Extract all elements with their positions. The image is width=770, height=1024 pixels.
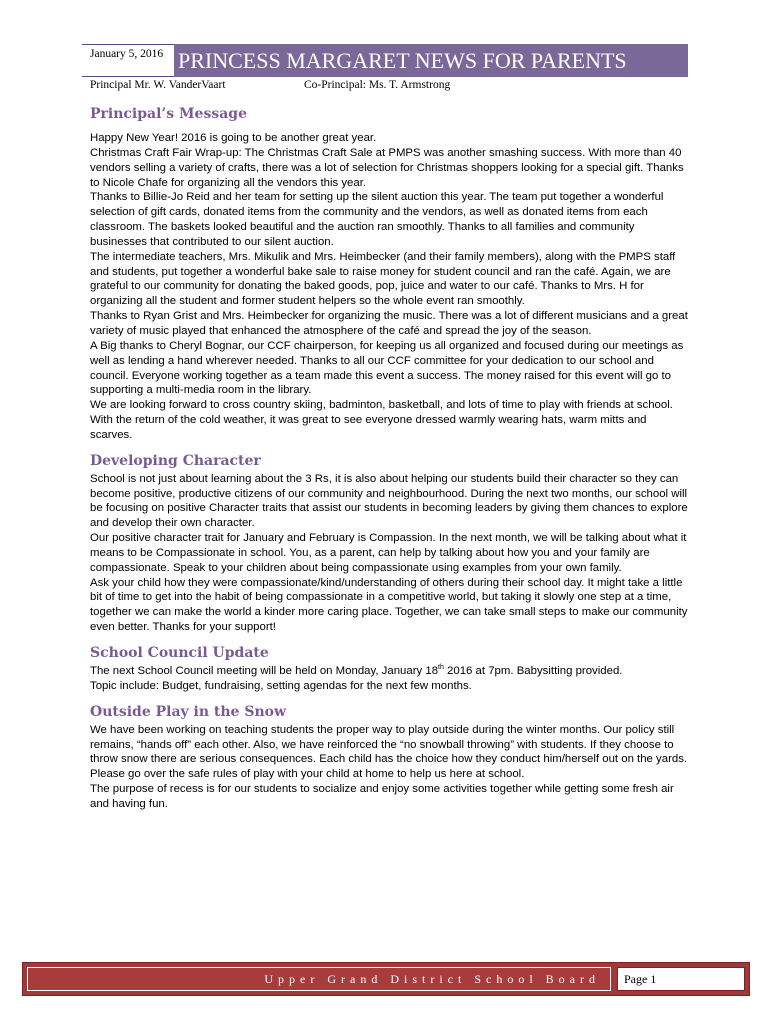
newsletter-body — [90, 104, 690, 812]
school-board-name: Upper Grand District School Board — [27, 967, 611, 991]
section-heading: Developing Character — [90, 452, 261, 469]
paragraph: Topic include: Budget, fundraising, setting agendas for the next few months. — [90, 679, 472, 692]
section-heading: Outside Play in the Snow — [90, 703, 287, 720]
issue-date: January 5, 2016 — [82, 44, 174, 77]
paragraph: We have been working on teaching students the proper way to play outside during the winter months. Our policy still remains, “hands off” each other. Also, we have reinforced the “no snowball throwing” with students. If they choose to throw snow there are serious consequences. Each child has the choice how they conduct him/herself out on the yards. Please go over the safe rules of play with your child at home to help us here at school. — [90, 723, 688, 781]
outside-play-section — [90, 702, 690, 812]
meeting-text-start: The next School Council meeting will be held on Monday, January 18 — [90, 665, 439, 677]
paragraph: Thanks to Billie-Jo Reid and her team for setting up the silent auction this year. The team put together a wonderful selection of gift cards, donated items from the community and the vendors, as well as donated items from each classroom. The baskets looked beautiful and the auction ran smoothly. Thanks to all families and community businesses that contributed to our silent auction. — [90, 191, 664, 248]
paragraph: A Big thanks to Cheryl Bognar, our CCF chairperson, for keeping us all organized and focused during our meetings as well as lending a hand wherever needed. Thanks to all our CCF committee for your dedication to our school and council. Everyone working together as a team made this event a success. The money raised for this event will go to supporting a multi-media room in the library. — [90, 339, 684, 397]
paragraph: The purpose of recess is for our students to socialize and enjoy some activities together while getting some fresh air and having fun. — [90, 783, 674, 810]
principal-name: Principal Mr. W. VanderVaart — [90, 79, 226, 91]
co-principal-name: Co-Principal: Ms. T. Armstrong — [304, 79, 451, 91]
page-footer — [22, 962, 750, 996]
paragraph: We are looking forward to cross country skiing, badminton, basketball, and lots of time to play with friends at school. With the return of the cold weather, it was great to see everyone dressed warmly wearing hats, warm mitts and scarves. — [90, 399, 673, 441]
meeting-text-end: 2016 at 7pm. Babysitting provided. — [443, 665, 623, 677]
page-number: Page 1 — [617, 967, 745, 991]
paragraph: Happy New Year! 2016 is going to be another great year. — [90, 132, 377, 144]
paragraph: The intermediate teachers, Mrs. Mikulik and Mrs. Heimbecker (and their family members), along with the PMPS staff and students, put together a wonderful bake sale to raise money for student council and ran the café. Again, we are grateful to our community for donating the baked goods, pop, juice and water to our café. Thanks to Mrs. H for organizing all the student and former student helpers so the whole event ran smoothly. — [90, 250, 676, 308]
developing-character-section — [90, 451, 690, 635]
paragraph: Christmas Craft Fair Wrap-up: The Christmas Craft Sale at PMPS was another smashing success. With more than 40 vendors selling a variety of crafts, there was a lot of selection for Christmas shoppers looking for a special gift. Thanks to Nicole Chafe for organizing all the vendors this year. — [90, 146, 684, 189]
section-heading: Principal’s Message — [90, 106, 247, 122]
paragraph — [90, 664, 690, 679]
paragraph: Ask your child how they were compassionate/kind/understanding of others during their school day. It might take a little bit of time to get into the habit of being compassionate in a competitive world, but taking it slowly one step at a time, together we can make the world a kinder more caring place. Together, we can take small steps to make our community even better. Thanks for your support! — [90, 576, 688, 634]
paragraph: Thanks to Ryan Grist and Mrs. Heimbecker for organizing the music. There was a lot of different musicians and a great variety of music played that enhanced the atmosphere of the café and spread the joy of the season. — [90, 310, 688, 337]
paragraph: School is not just about learning about the 3 Rs, it is also about helping our students build their character so they can become positive, productive citizens of our community and neighbourhood. During the next two months, our school will be focusing on positive Character traits that assist our students in becoming leaders by giving them chances to explore and develop their own character. — [90, 472, 688, 530]
section-heading: School Council Update — [90, 645, 269, 661]
ordinal-suffix: th — [438, 664, 444, 672]
newsletter-header — [82, 44, 688, 77]
paragraph: Our positive character trait for January and February is Compassion. In the next month, we will be talking about what it means to be Compassionate in school. You, as a parent, can help by talking about how you and your family are compassionate. Speak to your children about being compassionate using examples from your own family. — [90, 532, 687, 574]
school-council-section — [90, 643, 690, 694]
newsletter-title: PRINCESS MARGARET NEWS FOR PARENTS — [174, 44, 688, 77]
principal-message-section — [90, 104, 690, 443]
